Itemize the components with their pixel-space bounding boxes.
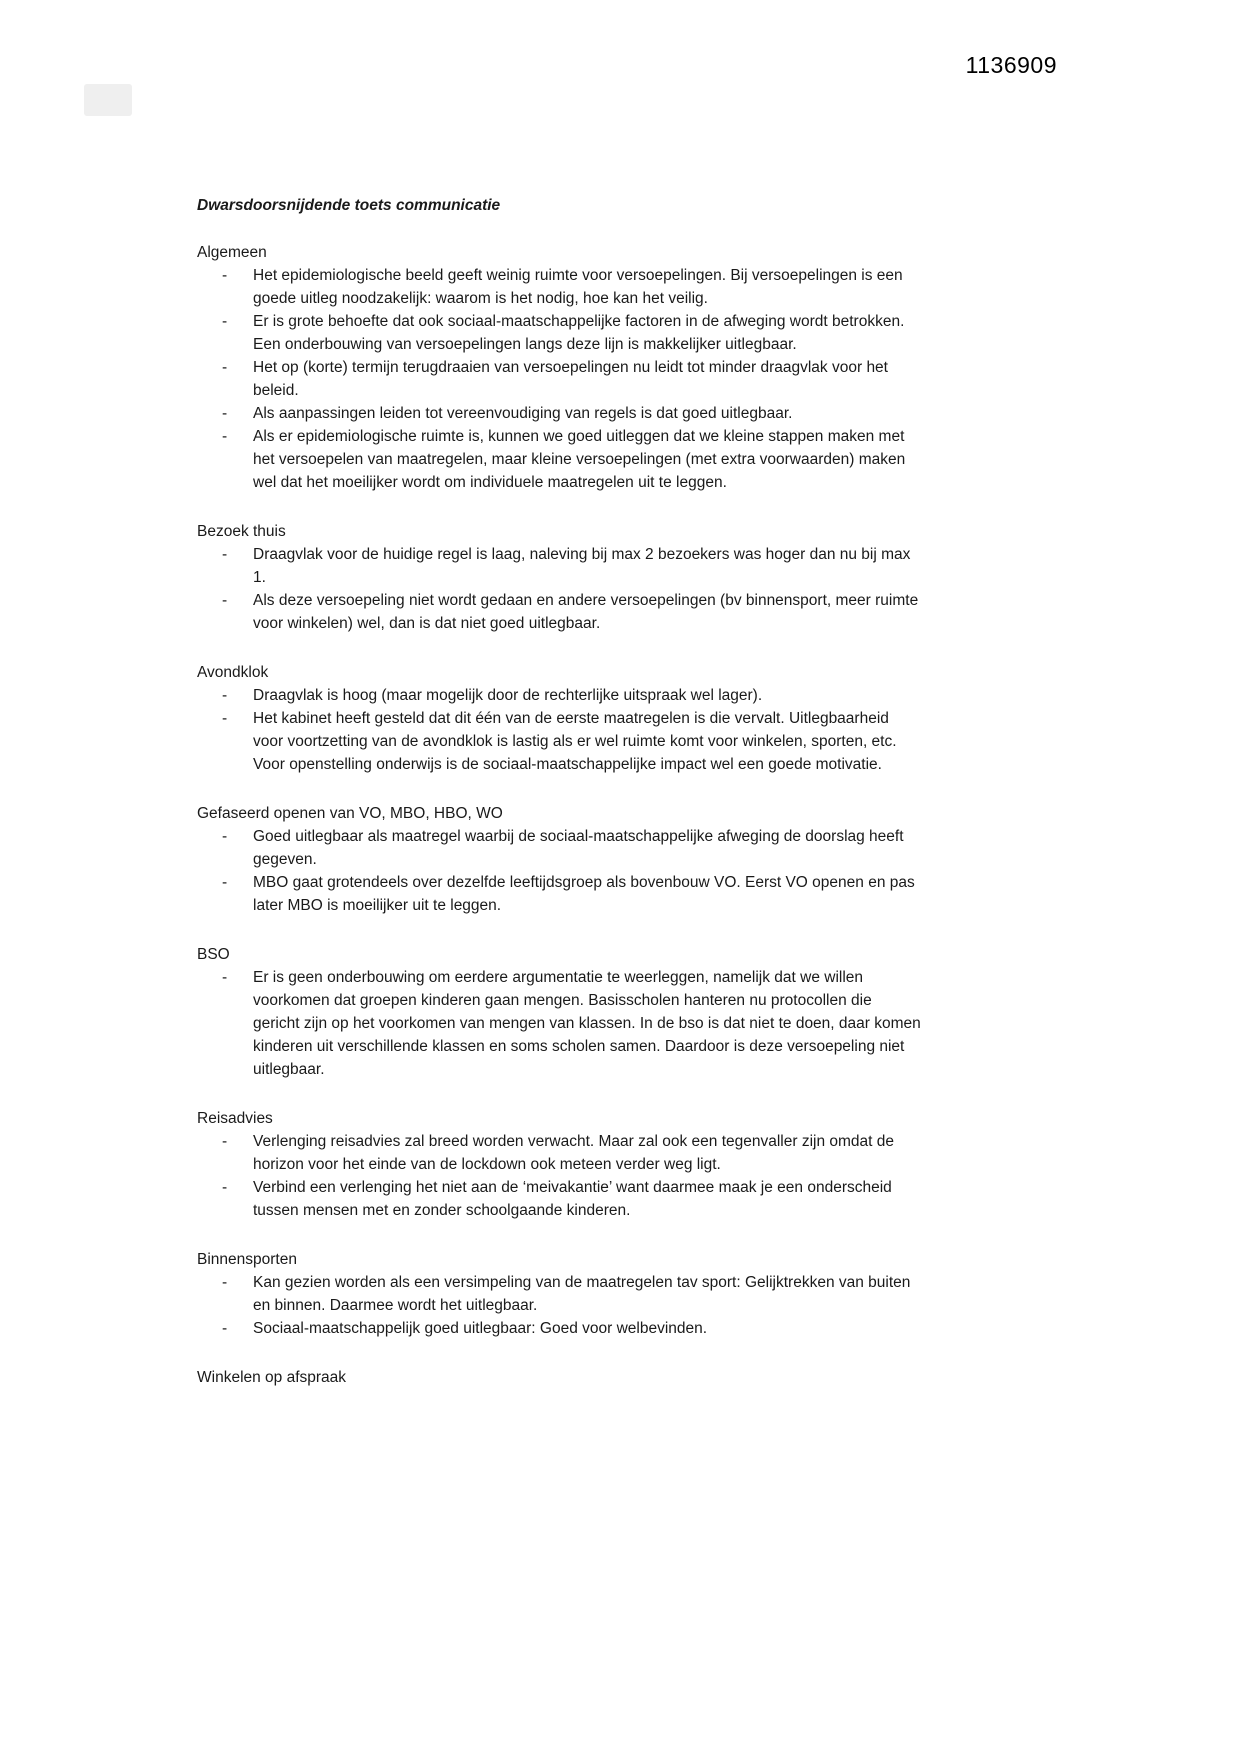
document-section: [197, 520, 921, 635]
section-heading: Binnensporten: [197, 1251, 297, 1268]
document-section: [197, 1107, 921, 1222]
section-heading: Algemeen: [197, 244, 267, 261]
sections-container: [197, 241, 921, 1389]
document-section: [197, 802, 921, 917]
bullet-list: [197, 543, 921, 635]
bullet-item: - MBO gaat grotendeels over dezelfde leeftijdsgroep als bovenbouw VO. Eerst VO openen en pas later MBO is moeilijker uit te leggen.: [222, 871, 921, 917]
bullet-item: - Het epidemiologische beeld geeft weinig ruimte voor versoepelingen. Bij versoepelingen is een goede uitleg noodzakelijk: waarom is het nodig, hoe kan het veilig.: [222, 264, 921, 310]
section-heading: BSO: [197, 946, 230, 963]
bullet-list: [197, 264, 921, 494]
bullet-item: - Als er epidemiologische ruimte is, kunnen we goed uitleggen dat we kleine stappen maken met het versoepelen van maatregelen, maar kleine versoepelingen (met extra voorwaarden) maken wel dat het moeilijker wordt om individuele maatregelen uit te leggen.: [222, 425, 921, 494]
document-section: [197, 943, 921, 1081]
scan-artifact: [84, 84, 132, 116]
document-section: [197, 661, 921, 776]
section-heading: Winkelen op afspraak: [197, 1369, 347, 1386]
bullet-item: - Als aanpassingen leiden tot vereenvoudiging van regels is dat goed uitlegbaar.: [222, 402, 921, 425]
bullet-item: - Draagvlak is hoog (maar mogelijk door de rechterlijke uitspraak wel lager).: [222, 684, 921, 707]
document-title: Dwarsdoorsnijdende toets communicatie: [197, 197, 501, 214]
document-section: [197, 241, 921, 494]
bullet-list: [197, 966, 921, 1081]
bullet-item: - Het kabinet heeft gesteld dat dit één van de eerste maatregelen is die vervalt. Uitlegbaarheid voor voortzetting van de avondklok is lastig als er wel ruimte komt voor winkelen, sporten, etc. Voor openstelling onderwijs is de sociaal-maatschappelijke impact wel een goede motivatie.: [222, 707, 921, 776]
section-heading: Reisadvies: [197, 1110, 273, 1127]
section-heading: Gefaseerd openen van VO, MBO, HBO, WO: [197, 805, 503, 822]
bullet-item: - Sociaal-maatschappelijk goed uitlegbaar: Goed voor welbevinden.: [222, 1317, 921, 1340]
bullet-item: - Als deze versoepeling niet wordt gedaan en andere versoepelingen (bv binnensport, meer ruimte voor winkelen) wel, dan is dat niet goed uitlegbaar.: [222, 589, 921, 635]
document-section: [197, 1248, 921, 1340]
bullet-item: - Er is geen onderbouwing om eerdere argumentatie te weerleggen, namelijk dat we willen voorkomen dat groepen kinderen gaan mengen. Basisscholen hanteren nu protocollen die gericht zijn op het voorkomen van mengen van klassen. In de bso is dat niet te doen, daar komen kinderen uit verschillende klassen en soms scholen samen. Daardoor is deze versoepeling niet uitlegbaar.: [222, 966, 921, 1081]
page-number: 1136909: [965, 52, 1057, 78]
bullet-item: - Kan gezien worden als een versimpeling van de maatregelen tav sport: Gelijktrekken van buiten en binnen. Daarmee wordt het uitlegbaar.: [222, 1271, 921, 1317]
bullet-item: - Verbind een verlenging het niet aan de ‘meivakantie’ want daarmee maak je een onderscheid tussen mensen met en zonder schoolgaande kinderen.: [222, 1176, 921, 1222]
section-heading: Bezoek thuis: [197, 523, 286, 540]
bullet-item: - Het op (korte) termijn terugdraaien van versoepelingen nu leidt tot minder draagvlak voor het beleid.: [222, 356, 921, 402]
bullet-list: [197, 825, 921, 917]
bullet-list: [197, 684, 921, 776]
section-heading: Avondklok: [197, 664, 269, 681]
bullet-list: [197, 1271, 921, 1340]
document-section: [197, 1366, 921, 1389]
document-body: [197, 194, 921, 1389]
bullet-item: - Er is grote behoefte dat ook sociaal-maatschappelijke factoren in de afweging wordt betrokken. Een onderbouwing van versoepelingen langs deze lijn is makkelijker uitlegbaar.: [222, 310, 921, 356]
bullet-item: - Draagvlak voor de huidige regel is laag, naleving bij max 2 bezoekers was hoger dan nu bij max 1.: [222, 543, 921, 589]
bullet-item: - Goed uitlegbaar als maatregel waarbij de sociaal-maatschappelijke afweging de doorslag heeft gegeven.: [222, 825, 921, 871]
bullet-item: - Verlenging reisadvies zal breed worden verwacht. Maar zal ook een tegenvaller zijn omdat de horizon voor het einde van de lockdown ook meteen verder weg ligt.: [222, 1130, 921, 1176]
bullet-list: [197, 1130, 921, 1222]
